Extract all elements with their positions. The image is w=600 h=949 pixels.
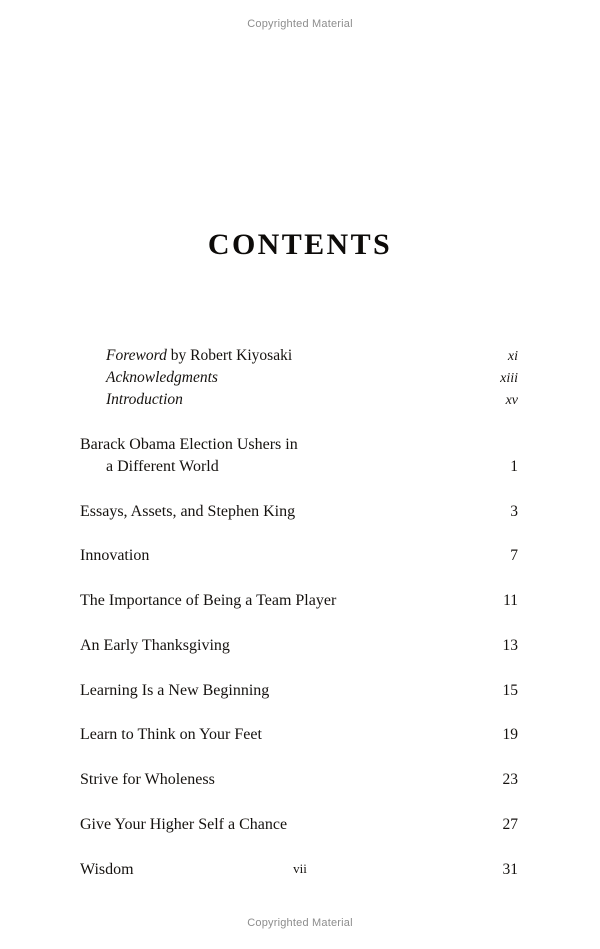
toc-entry-page: 31 (502, 860, 518, 878)
toc-entry[interactable] (80, 769, 520, 791)
toc-entry-page: 3 (510, 502, 518, 520)
toc-front-matter-label (106, 389, 183, 411)
toc-entry-title (80, 434, 298, 478)
toc-front-matter-title: Foreword (106, 347, 167, 364)
table-of-contents (80, 345, 520, 880)
toc-front-matter-row[interactable] (106, 367, 520, 389)
copyright-watermark-bottom: Copyrighted Material (247, 917, 353, 929)
toc-entry-title: Strive for Wholeness (80, 771, 215, 788)
toc-entry[interactable] (80, 680, 520, 702)
toc-entry-title: Learning Is a New Beginning (80, 681, 270, 699)
toc-entry[interactable] (80, 434, 520, 478)
front-matter-group (80, 345, 520, 411)
toc-entry-title: Essays, Assets, and Stephen King (80, 502, 296, 520)
toc-front-matter-page: xv (505, 393, 518, 408)
copyright-watermark-top: Copyrighted Material (247, 18, 353, 30)
toc-entry[interactable] (80, 501, 520, 523)
toc-entry[interactable] (80, 724, 520, 746)
toc-entry-title: Learn to Think on Your Feet (80, 726, 262, 744)
toc-entry[interactable] (80, 545, 520, 567)
toc-front-matter-title: Introduction (106, 391, 183, 408)
toc-entry[interactable] (80, 590, 520, 612)
toc-front-matter-title: Acknowledgments (106, 369, 218, 386)
toc-entry-page: 13 (502, 636, 518, 654)
toc-entry-title: Wisdom (80, 860, 134, 878)
toc-front-matter-page: xiii (500, 371, 518, 386)
page-title: CONTENTS (207, 228, 393, 261)
toc-entry-page: 23 (502, 771, 518, 788)
toc-front-matter-page: xi (507, 349, 518, 364)
toc-entry-title: Innovation (80, 547, 150, 565)
toc-entry[interactable] (80, 814, 520, 836)
toc-entry-page: 27 (502, 815, 518, 833)
toc-entry-page: 7 (510, 547, 518, 565)
toc-entry-page: 1 (510, 458, 518, 476)
toc-entry-page: 11 (503, 592, 518, 609)
toc-entry-page: 19 (502, 726, 518, 744)
toc-front-matter-label (106, 367, 218, 389)
toc-front-matter-row[interactable] (106, 345, 520, 367)
page-folio: vii (293, 861, 307, 876)
toc-entry-title: An Early Thanksgiving (80, 636, 230, 654)
toc-entry-title-line2: a Different World (106, 457, 219, 475)
toc-entry-page: 15 (502, 681, 518, 699)
toc-front-matter-label (106, 345, 292, 367)
toc-front-matter-subtitle: by Robert Kiyosaki (166, 347, 293, 364)
toc-entry-title-line1: Barack Obama Election Ushers in (80, 436, 298, 453)
toc-entry-title: Give Your Higher Self a Chance (80, 815, 288, 833)
toc-entry[interactable] (80, 635, 520, 657)
toc-front-matter-row[interactable] (106, 389, 520, 411)
toc-entry-title: The Importance of Being a Team Player (80, 592, 337, 609)
